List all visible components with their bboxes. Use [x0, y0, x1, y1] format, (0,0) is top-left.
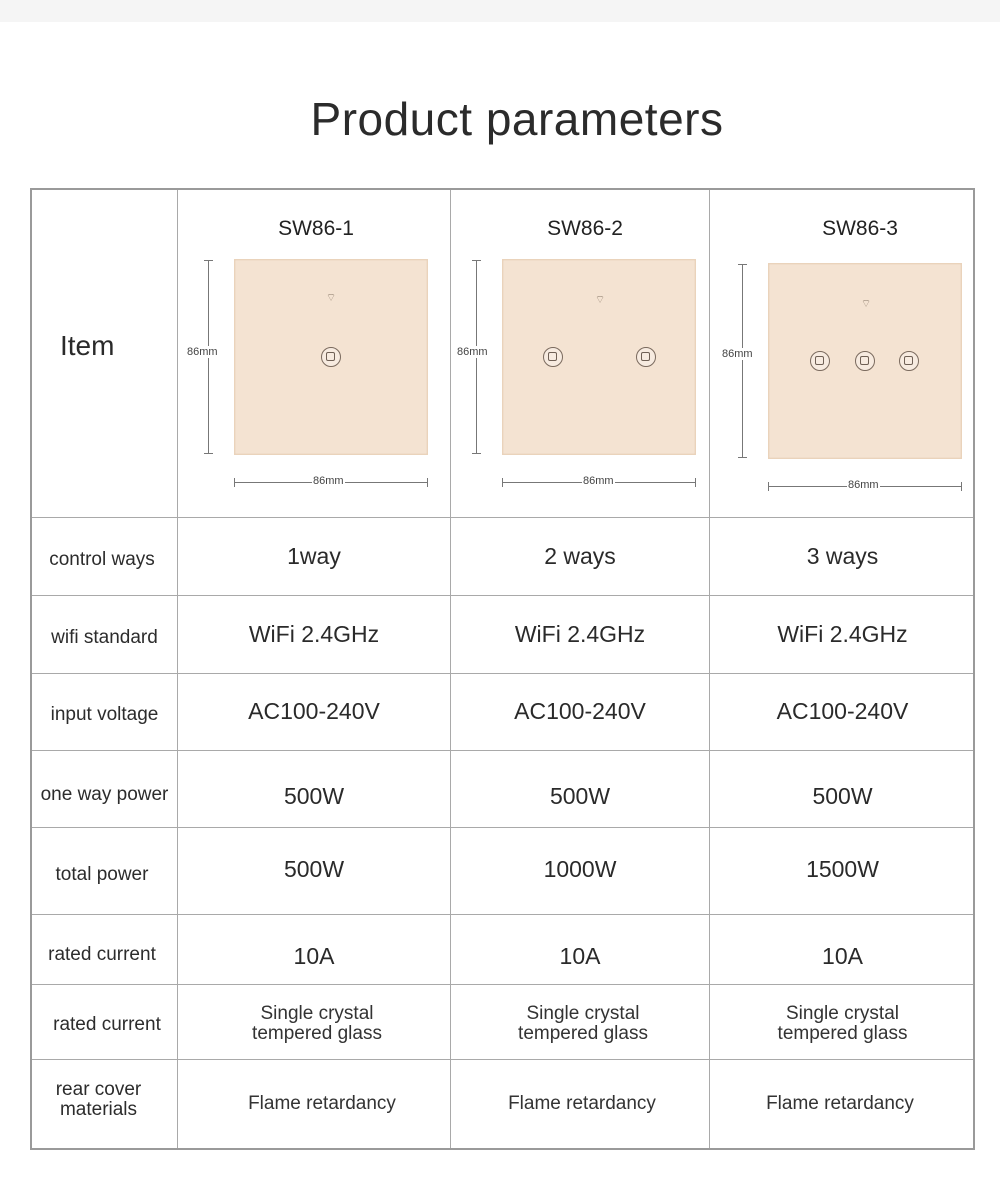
switch-panel-3gang [768, 263, 962, 459]
wifi-standard-sw86-3: WiFi 2.4GHz [777, 620, 908, 647]
width-dimension-label: 86mm [583, 475, 614, 487]
height-dimension-label: 86mm [722, 348, 753, 360]
one-way-power-sw86-1: 500W [283, 782, 345, 809]
row-divider [32, 595, 973, 596]
input-voltage-sw86-2: AC100-240V [514, 697, 646, 724]
model-name-1: SW86-1 [278, 217, 354, 240]
height-dimension-line [742, 264, 743, 458]
width-dimension-label: 86mm [848, 479, 879, 491]
rear-cover-sw86-2: Flame retardancy [508, 1093, 656, 1114]
touch-button-icon [899, 351, 919, 371]
rated-current-sw86-3: 10A [822, 942, 863, 969]
row-label-rear-cover-materials: rear cover materials [55, 1079, 142, 1120]
row-divider [32, 673, 973, 674]
row-divider [32, 1059, 973, 1060]
touch-button-icon [543, 347, 563, 367]
row-label-input-voltage: input voltage [50, 704, 159, 725]
rated-current-sw86-2: 10A [559, 942, 601, 969]
top-bar [0, 0, 1000, 22]
row-label-wifi-standard: wifi standard [51, 627, 158, 648]
parameters-table [30, 188, 975, 1150]
row-label-rated-current-glass: rated current [53, 1014, 161, 1035]
touch-button-icon [636, 347, 656, 367]
wifi-standard-sw86-2: WiFi 2.4GHz [514, 620, 646, 647]
rated-current-sw86-1: 10A [293, 942, 335, 969]
touch-button-icon [855, 351, 875, 371]
height-dimension-label: 86mm [187, 346, 218, 358]
switch-panel-1gang [234, 259, 428, 455]
row-label-one-way-power: one way power [40, 784, 169, 805]
height-dimension-label: 86mm [457, 346, 488, 358]
row-label-control-ways: control ways [49, 549, 155, 570]
touch-button-icon [321, 347, 341, 367]
wifi-icon: ⌔ [860, 298, 872, 310]
panel-material-sw86-1: Single crystal tempered glass [252, 1003, 382, 1044]
row-divider [32, 750, 973, 751]
control-ways-sw86-3: 3 ways [806, 542, 879, 569]
control-ways-sw86-1: 1way [287, 542, 341, 569]
one-way-power-sw86-2: 500W [549, 782, 611, 809]
wifi-icon: ⌔ [594, 294, 606, 306]
wifi-icon: ⌔ [325, 292, 337, 304]
input-voltage-sw86-3: AC100-240V [776, 697, 909, 724]
page-title: Product parameters [310, 93, 724, 145]
control-ways-sw86-2: 2 ways [544, 542, 616, 569]
rear-cover-sw86-1: Flame retardancy [248, 1093, 396, 1114]
wifi-standard-sw86-1: WiFi 2.4GHz [248, 620, 380, 647]
row-divider [32, 914, 973, 915]
panel-material-sw86-2: Single crystal tempered glass [518, 1003, 648, 1044]
model-name-2: SW86-2 [547, 217, 623, 240]
switch-panel-2gang [502, 259, 696, 455]
model-name-3: SW86-3 [822, 217, 898, 240]
item-header-label: Item [60, 330, 115, 361]
row-label-rated-current: rated current [48, 944, 156, 965]
row-divider [32, 827, 973, 828]
total-power-sw86-1: 500W [283, 855, 345, 882]
row-divider [32, 517, 973, 518]
total-power-sw86-3: 1500W [806, 855, 879, 882]
row-label-total-power: total power [55, 864, 149, 885]
width-dimension-label: 86mm [313, 475, 344, 487]
input-voltage-sw86-1: AC100-240V [248, 697, 380, 724]
panel-material-sw86-3: Single crystal tempered glass [777, 1003, 908, 1044]
one-way-power-sw86-3: 500W [812, 782, 873, 809]
rear-cover-sw86-3: Flame retardancy [766, 1093, 914, 1114]
total-power-sw86-2: 1000W [543, 855, 617, 882]
touch-button-icon [810, 351, 830, 371]
